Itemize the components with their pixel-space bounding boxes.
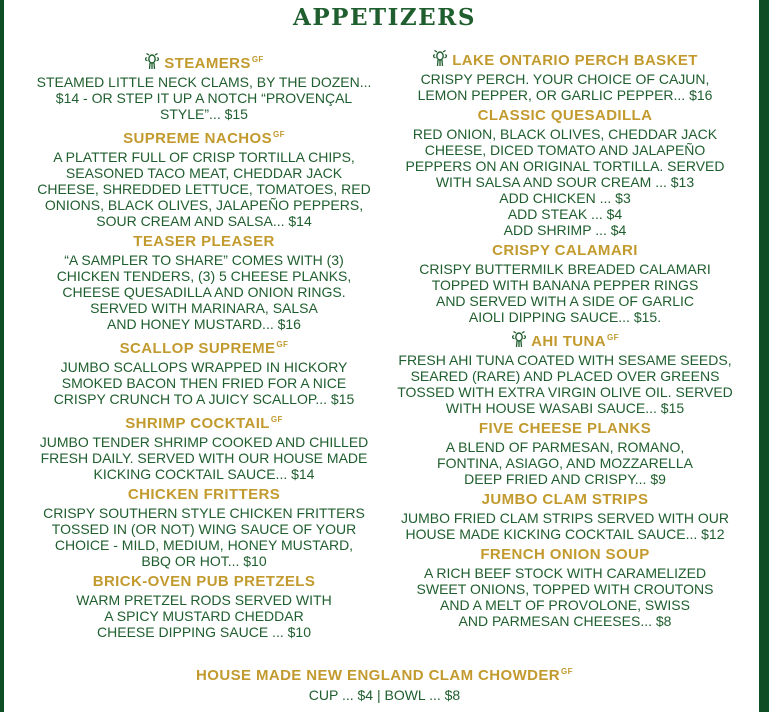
description-line: SEARED (RARE) AND PLACED OVER GREENS <box>410 368 720 384</box>
description-line: WITH SALSA AND SOUR CREAM ... $13 <box>435 174 695 190</box>
menu-item-steamers <box>24 50 384 122</box>
description-line: A BLEND OF PARMESAN, ROMANO, <box>445 439 685 455</box>
item-name: TEASER PLEASER <box>133 233 275 250</box>
lobster-icon <box>432 50 448 67</box>
item-name: STEAMERS <box>164 55 251 72</box>
item-heading <box>392 490 738 510</box>
description-line: JUMBO FRIED CLAM STRIPS SERVED WITH OUR <box>401 510 729 526</box>
gluten-free-mark: GF <box>276 340 289 349</box>
description-line: KICKING COCKTAIL SAUCE... $14 <box>93 466 315 482</box>
description-line: ADD STEAK ... $4 <box>507 206 623 222</box>
item-name: JUMBO CLAM STRIPS <box>481 491 649 508</box>
description-line: JUMBO SCALLOPS WRAPPED IN HICKORY <box>60 359 348 375</box>
description-line: TOSSED WITH EXTRA VIRGIN OLIVE OIL. SERVED <box>397 384 733 400</box>
description-line: RED ONION, BLACK OLIVES, CHEDDAR JACK <box>412 126 718 142</box>
description-line: CRISPY BUTTERMILK BREADED CALAMARI <box>419 261 711 277</box>
description-line: HOUSE MADE KICKING COCKTAIL SAUCE... $12 <box>405 526 725 542</box>
description-line: SMOKED BACON THEN FRIED FOR A NICE <box>61 375 347 391</box>
item-heading <box>24 125 384 149</box>
description-line: SERVED WITH MARINARA, SALSA <box>90 300 318 316</box>
description-line: CHEESE, SHREDDED LETTUCE, TOMATOES, RED <box>37 181 371 197</box>
right-border <box>759 0 769 712</box>
item-heading <box>24 232 384 252</box>
item-heading <box>24 50 384 74</box>
menu-item-scallop-supreme <box>24 335 384 407</box>
description-line: $14 - OR STEP IT UP A NOTCH “PROVENÇAL <box>55 90 353 106</box>
description-line: A RICH BEEF STOCK WITH CARAMELIZED <box>423 565 707 581</box>
description-line: CRISPY SOUTHERN STYLE CHICKEN FRITTERS <box>43 505 365 521</box>
item-heading <box>24 572 384 592</box>
item-heading <box>392 419 738 439</box>
menu-item-brick-oven-pub-pretzels <box>24 572 384 640</box>
item-heading <box>392 328 738 352</box>
item-description <box>24 592 384 640</box>
item-name: CLASSIC QUESADILLA <box>477 107 653 124</box>
item-description <box>392 352 738 416</box>
description-line: CHEESE DIPPING SAUCE ... $10 <box>97 624 311 640</box>
description-line: STYLE”... $15 <box>160 106 248 122</box>
description-line: TOSSED IN (OR NOT) WING SAUCE OF YOUR <box>51 521 357 537</box>
description-line: AND HONEY MUSTARD... $16 <box>107 316 301 332</box>
item-heading <box>24 485 384 505</box>
description-line: FONTINA, ASIAGO, AND MOZZARELLA <box>437 455 693 471</box>
item-name: LAKE ONTARIO PERCH BASKET <box>452 52 698 69</box>
menu-item-five-cheese-planks <box>392 419 738 487</box>
description-line: JUMBO TENDER SHRIMP COOKED AND CHILLED <box>39 434 369 450</box>
lobster-icon <box>511 331 527 348</box>
item-name: CHICKEN FRITTERS <box>127 486 281 503</box>
description-line: A PLATTER FULL OF CRISP TORTILLA CHIPS, <box>53 149 355 165</box>
description-line: ADD CHICKEN ... $3 <box>499 190 631 206</box>
right-menu-column <box>392 50 738 632</box>
description-line: CHEESE, DICED TOMATO AND JALAPEÑO <box>424 142 706 158</box>
item-heading <box>392 545 738 565</box>
item-heading <box>24 410 384 434</box>
description-line: WITH HOUSE WASABI SAUCE... $15 <box>445 400 685 416</box>
description-line: CHOICE - MILD, MEDIUM, HONEY MUSTARD, <box>54 537 354 553</box>
description-line: SEASONED TACO MEAT, CHEDDAR JACK <box>65 165 343 181</box>
menu-item-shrimp-cocktail <box>24 410 384 482</box>
chowder-prices: CUP ... $4 | BOWL ... $8 <box>308 687 461 703</box>
description-line: LEMON PEPPER, OR GARLIC PEPPER... $16 <box>417 87 713 103</box>
description-line: CRISPY CRUNCH TO A JUICY SCALLOP... $15 <box>53 391 355 407</box>
item-name: SHRIMP COCKTAIL <box>125 415 270 432</box>
item-description <box>392 439 738 487</box>
page-title: APPETIZERS <box>293 4 476 31</box>
description-line: FRESH DAILY. SERVED WITH OUR HOUSE MADE <box>40 450 368 466</box>
menu-item-classic-quesadilla <box>392 106 738 238</box>
description-line: AND A MELT OF PROVOLONE, SWISS <box>440 597 690 613</box>
item-description <box>24 74 384 122</box>
item-heading <box>392 50 738 71</box>
item-name: SCALLOP SUPREME <box>119 340 276 357</box>
item-name: FRENCH ONION SOUP <box>480 546 650 563</box>
item-name: AHI TUNA <box>531 333 606 350</box>
item-description <box>24 359 384 407</box>
description-line: CRISPY PERCH. YOUR CHOICE OF CAJUN, <box>420 71 710 87</box>
gluten-free-mark: GF <box>606 333 619 342</box>
item-description <box>392 71 738 103</box>
menu-item-teaser-pleaser <box>24 232 384 332</box>
description-line: AND SERVED WITH A SIDE OF GARLIC <box>435 293 694 309</box>
description-line: A SPICY MUSTARD CHEDDAR <box>104 608 304 624</box>
description-line: “A SAMPLER TO SHARE” COMES WITH (3) <box>64 252 344 268</box>
description-line: PEPPERS ON AN ORIGINAL TORTILLA. SERVED <box>405 158 725 174</box>
menu-item-ahi-tuna <box>392 328 738 416</box>
item-description <box>24 252 384 332</box>
menu-item-french-onion-soup <box>392 545 738 629</box>
item-name: CRISPY CALAMARI <box>492 242 638 259</box>
menu-item-lake-ontario-perch-basket <box>392 50 738 103</box>
gluten-free-mark: GF <box>561 667 573 676</box>
item-description <box>392 510 738 542</box>
description-line: SWEET ONIONS, TOPPED WITH CROUTONS <box>416 581 714 597</box>
description-line: FRESH AHI TUNA COATED WITH SESAME SEEDS, <box>398 352 732 368</box>
item-name: FIVE CHEESE PLANKS <box>478 420 652 437</box>
menu-item-crispy-calamari <box>392 241 738 325</box>
item-description <box>24 149 384 229</box>
gluten-free-mark: GF <box>270 415 283 424</box>
description-line: WARM PRETZEL RODS SERVED WITH <box>76 592 332 608</box>
item-name: BRICK-OVEN PUB PRETZELS <box>92 573 316 590</box>
menu-item-chicken-fritters <box>24 485 384 569</box>
gluten-free-mark: GF <box>273 130 285 139</box>
menu-item-jumbo-clam-strips <box>392 490 738 542</box>
description-line: AIOLI DIPPING SAUCE... $15. <box>468 309 662 325</box>
chowder-name: HOUSE MADE NEW ENGLAND CLAM CHOWDER <box>196 667 561 684</box>
item-description <box>392 261 738 325</box>
description-line: SOUR CREAM AND SALSA... $14 <box>96 213 312 229</box>
description-line: BBQ OR HOT... $10 <box>141 553 267 569</box>
description-line: DEEP FRIED AND CRISPY... $9 <box>464 471 666 487</box>
item-heading <box>392 106 738 126</box>
item-description <box>392 565 738 629</box>
gluten-free-mark: GF <box>251 55 264 64</box>
chowder-item-name <box>0 662 769 686</box>
description-line: ONIONS, BLACK OLIVES, JALAPEÑO PEPPERS, <box>44 197 364 213</box>
description-line: TOPPED WITH BANANA PEPPER RINGS <box>431 277 699 293</box>
item-description <box>392 126 738 238</box>
menu-item-supreme-nachos <box>24 125 384 229</box>
description-line: AND PARMESAN CHEESES... $8 <box>458 613 672 629</box>
item-heading <box>24 335 384 359</box>
item-description <box>24 505 384 569</box>
description-line: ADD SHRIMP ... $4 <box>503 222 627 238</box>
item-name: SUPREME NACHOS <box>123 130 273 147</box>
left-menu-column <box>24 50 384 643</box>
description-line: CHICKEN TENDERS, (3) 5 CHEESE PLANKS, <box>56 268 352 284</box>
item-heading <box>392 241 738 261</box>
lobster-icon <box>144 53 160 70</box>
item-description <box>24 434 384 482</box>
left-border <box>0 0 4 712</box>
description-line: CHEESE QUESADILLA AND ONION RINGS. <box>62 284 346 300</box>
description-line: STEAMED LITTLE NECK CLAMS, BY THE DOZEN... <box>36 74 372 90</box>
